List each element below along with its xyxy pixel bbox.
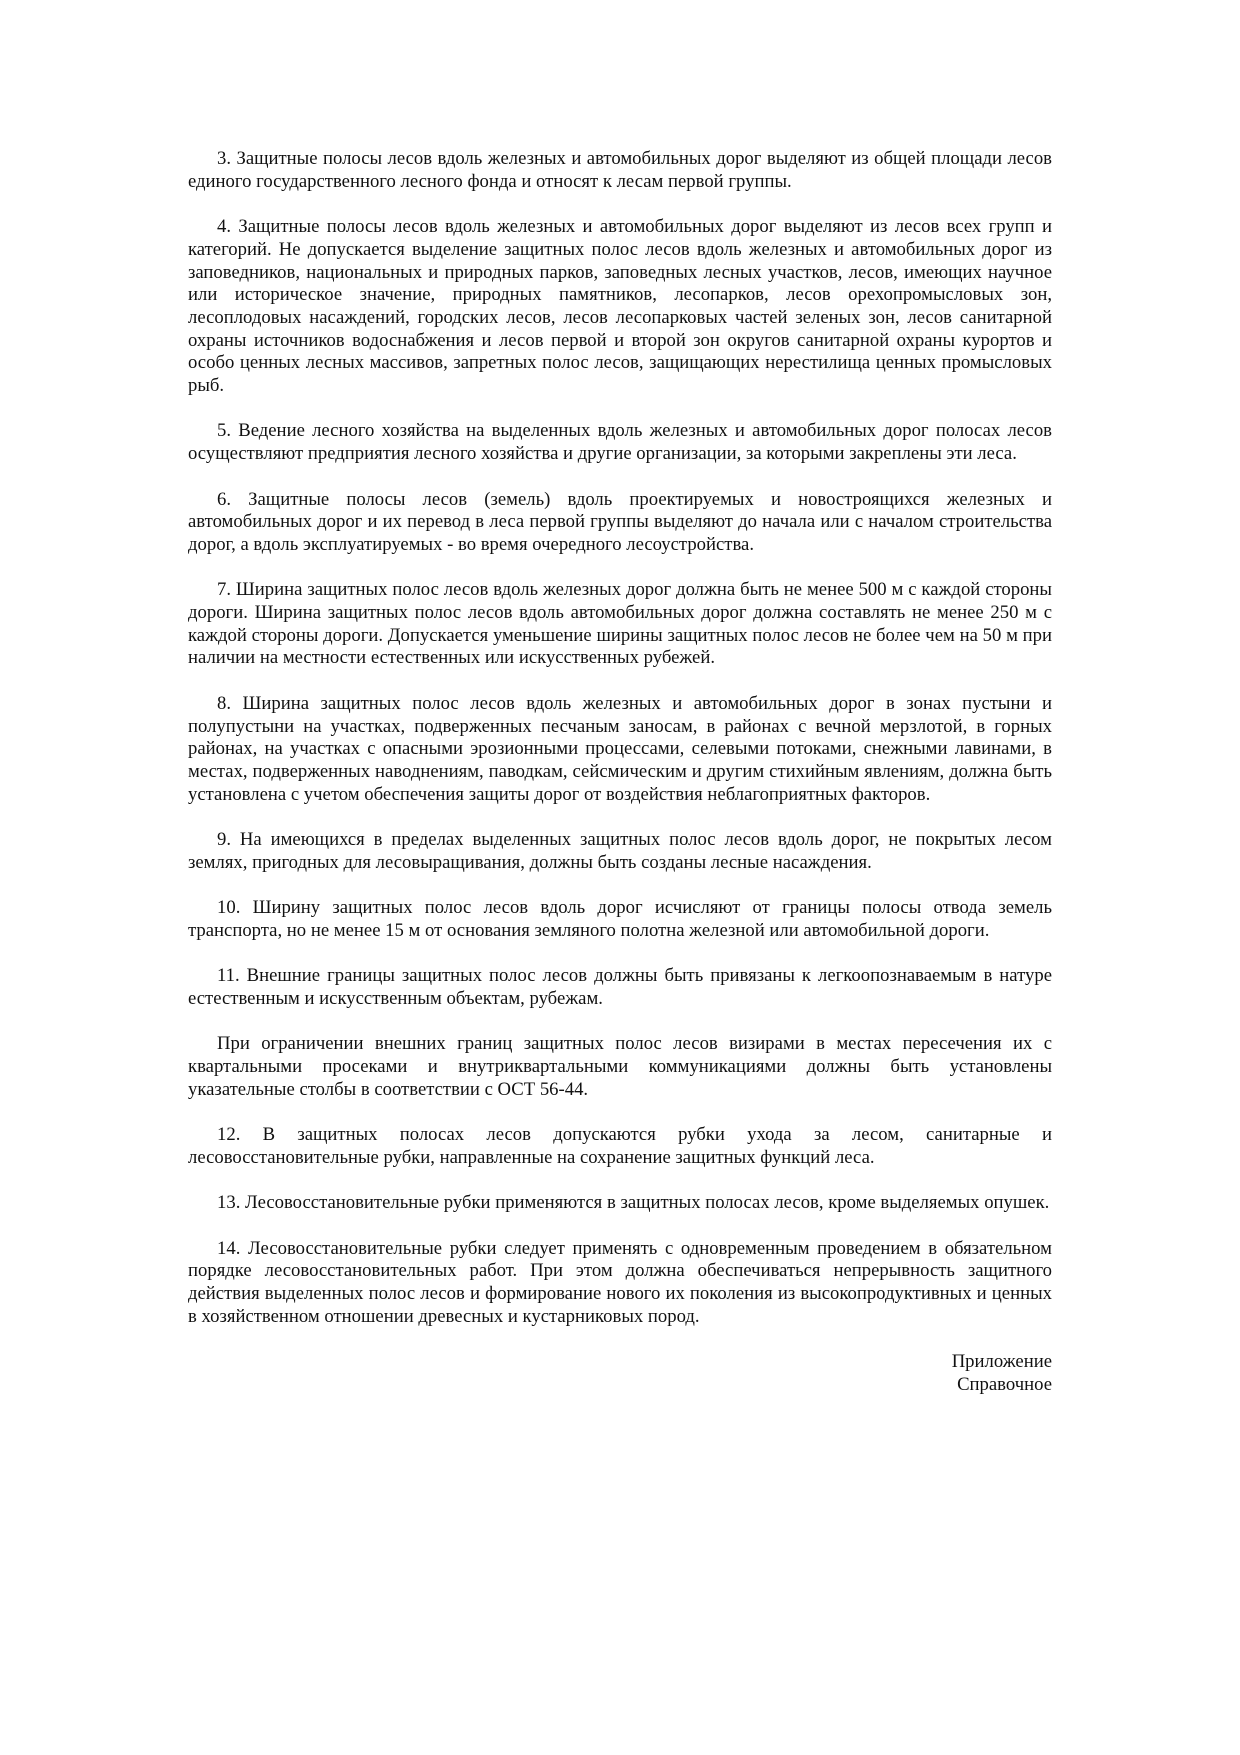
appendix-heading: [188, 1351, 1052, 1396]
paragraph-3: 3. Защитные полосы лесов вдоль железных и автомобильных дорог выделяют из общей площади лесов единого государственного лесного фонда и относят к лесам первой группы.: [188, 148, 1052, 192]
paragraph-14: 14. Лесовосстановительные рубки следует применять с одновременным проведением в обязательном порядке лесовосстановительных работ. При этом должна обеспечиваться непрерывность защитного действия выделенных полос лесов и формирование нового их поколения из высокопродуктивных и ценных в хозяйственном отношении древесных и кустарниковых пород.: [188, 1237, 1052, 1327]
paragraph-13: 13. Лесовосстановительные рубки применяются в защитных полосах лесов, кроме выделяемых опушек.: [217, 1192, 1050, 1214]
appendix-title: Приложение: [951, 1351, 1052, 1373]
document-page: [188, 148, 1052, 1396]
paragraph-5: 5. Ведение лесного хозяйства на выделенных вдоль железных и автомобильных дорог полосах лесов осуществляют предприятия лесного хозяйства и другие организации, за которыми закреплены эти леса.: [188, 420, 1052, 465]
paragraph-8: 8. Ширина защитных полос лесов вдоль железных и автомобильных дорог в зонах пустыни и полупустыни на участках, подверженных песчаным заносам, в районах с вечной мерзлотой, в горных районах, на участках с опасными эрозионными процессами, селевыми потоками, снежными лавинами, в местах, подверженных наводнениям, паводкам, сейсмическим и другим стихийным явлениям, должна быть установлена с учетом обеспечения защиты дорог от воздействия неблагоприятных факторов.: [188, 692, 1052, 805]
paragraph-7: 7. Ширина защитных полос лесов вдоль железных дорог должна быть не менее 500 м с каждой стороны дороги. Ширина защитных полос лесов вдоль автомобильных дорог должна составлять не менее 250 м с каждой стороны дороги. Допускается уменьшение ширины защитных полос лесов не более чем на 50 м при наличии на местности естественных или искусственных рубежей.: [188, 579, 1052, 669]
paragraph-9: 9. На имеющихся в пределах выделенных защитных полос лесов вдоль дорог, не покрытых лесом землях, пригодных для лесовыращивания, должны быть созданы лесные насаждения.: [188, 829, 1052, 873]
paragraph-11-note: При ограничении внешних границ защитных полос лесов визирами в местах пересечения их с квартальными просеками и внутриквартальными коммуникациями должны быть установлены указательные столбы в соответствии с ОСТ 56-44.: [188, 1033, 1052, 1100]
appendix-subtitle: Справочное: [957, 1373, 1052, 1395]
paragraph-11: 11. Внешние границы защитных полос лесов должны быть привязаны к легкоопознаваемым в натуре естественным и искусственным объектам, рубежам.: [188, 965, 1052, 1009]
paragraph-6: 6. Защитные полосы лесов (земель) вдоль проектируемых и новостроящихся железных и автомобильных дорог и их перевод в леса первой группы выделяют до начала или с началом строительства дорог, а вдоль эксплуатируемых - во время очередного лесоустройства.: [188, 488, 1052, 555]
paragraph-12: 12. В защитных полосах лесов допускаются рубки ухода за лесом, санитарные и лесовосстановительные рубки, направленные на сохранение защитных функций леса.: [188, 1124, 1052, 1168]
paragraph-4: 4. Защитные полосы лесов вдоль железных и автомобильных дорог выделяют из лесов всех групп и категорий. Не допускается выделение защитных полос лесов вдоль железных и автомобильных дорог из заповедников, национальных и природных парков, заповедных лесных участков, лесов, имеющих научное или историческое значение, природных памятников, лесопарков, лесов орехопромысловых зон, лесоплодовых насаждений, городских лесов, лесов лесопарковых частей зеленых зон, лесов санитарной охраны источников водоснабжения и лесов первой и второй зон округов санитарной охраны курортов и особо ценных лесных массивов, запретных полос лесов, защищающих нерестилища ценных промысловых рыб.: [188, 216, 1052, 397]
paragraph-10: 10. Ширину защитных полос лесов вдоль дорог исчисляют от границы полосы отвода земель транспорта, но не менее 15 м от основания земляного полотна железной или автомобильной дороги.: [188, 897, 1052, 941]
